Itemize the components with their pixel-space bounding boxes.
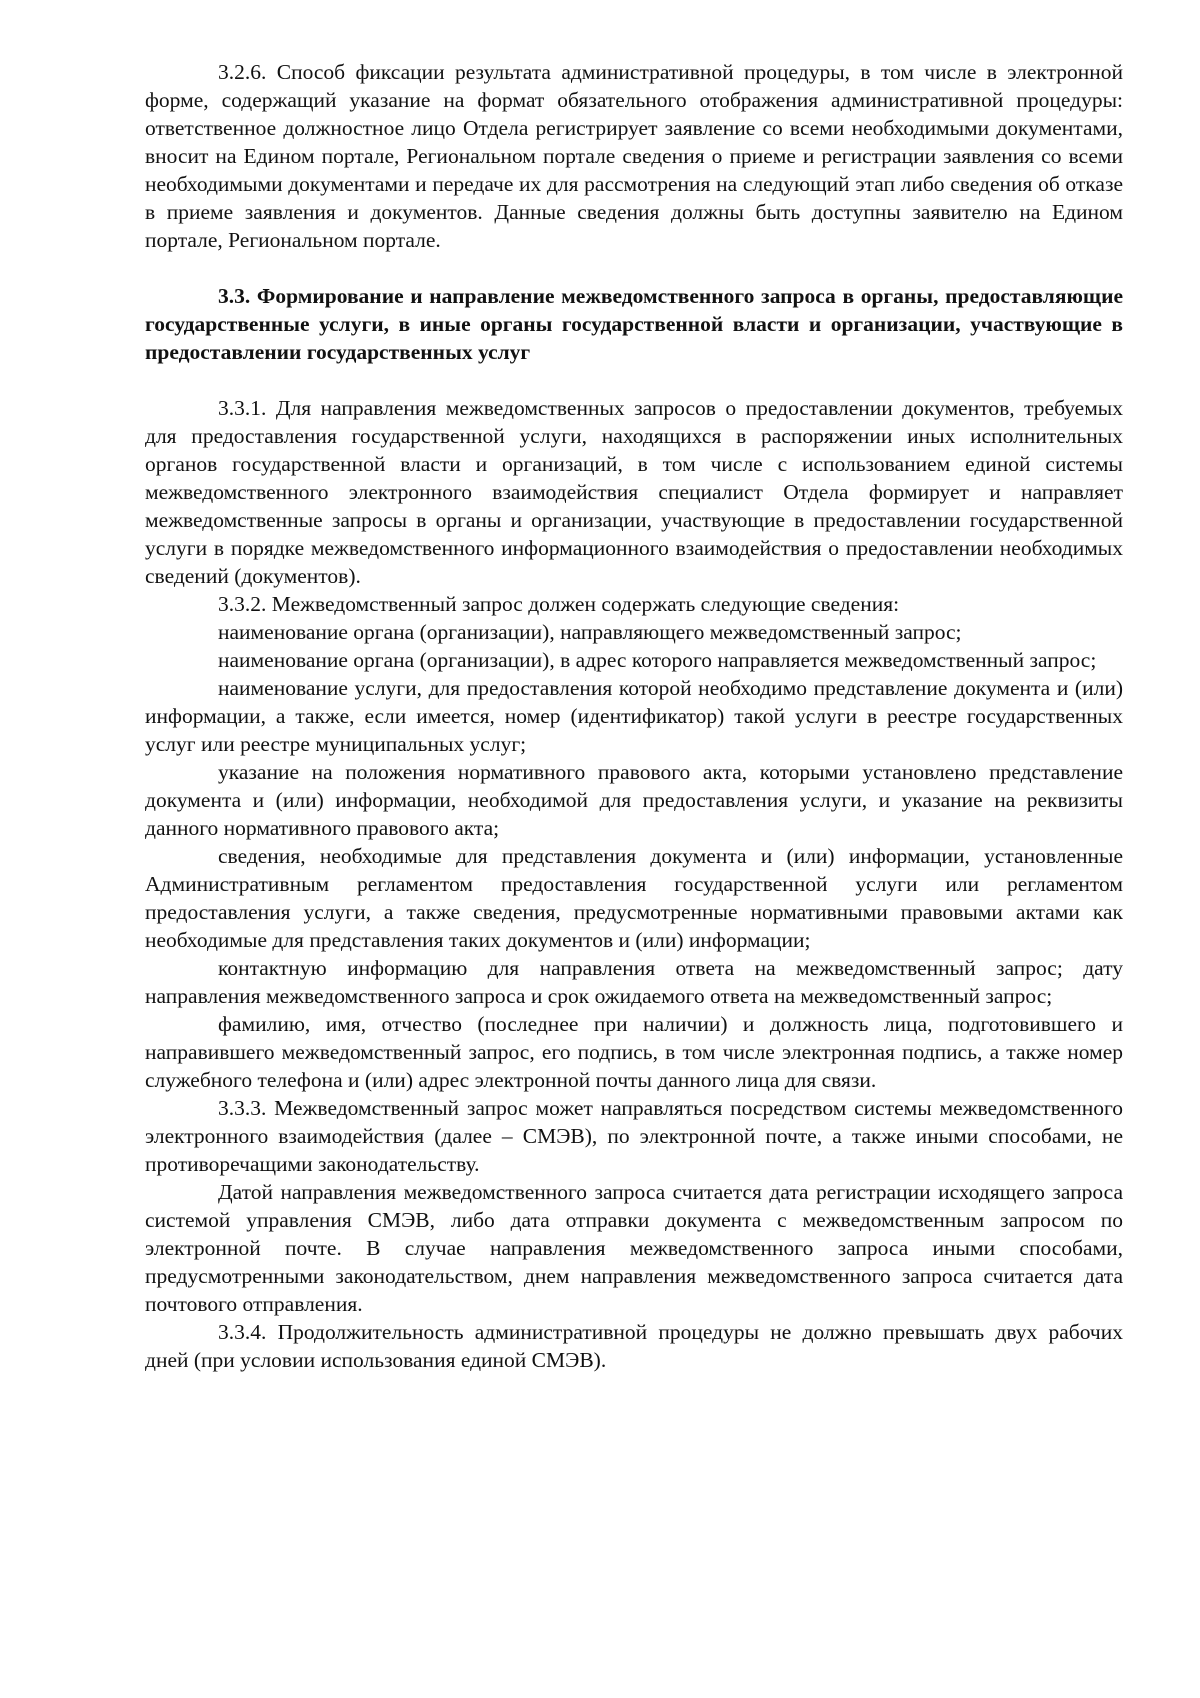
paragraph-3-2-6: 3.2.6. Способ фиксации результата административной процедуры, в том числе в электронной форме, содержащий указание на формат обязательного отображения административной процедуры: ответственное должностное лицо Отдела регистрирует заявление со всеми необходимыми документами, вносит на Едином портале, Региональном портале сведения о приеме и регистрации заявления со всеми необходимыми документами и передаче их для рассмотрения на следующий этап либо сведения об отказе в приеме заявления и документов. Данные сведения должны быть доступны заявителю на Едином портале, Региональном портале. — [145, 60, 1123, 252]
list-item-required-info: сведения, необходимые для представления документа и (или) информации, установленные Административным регламентом предоставления государственной услуги или регламентом предоставления услуги, а также сведения, предусмотренные нормативными правовыми актами как необходимые для представления таких документов и (или) информации; — [145, 844, 1123, 952]
paragraph-3-3-2: 3.3.2. Межведомственный запрос должен содержать следующие сведения: — [218, 592, 900, 616]
document-page — [145, 58, 1123, 1374]
paragraph-3-3-4: 3.3.4. Продолжительность административной процедуры не должно превышать двух рабочих дней (при условии использования единой СМЭВ). — [145, 1320, 1123, 1372]
list-item-requesting-body: наименование органа (организации), направляющего межведомственный запрос; — [218, 620, 962, 644]
list-item-legal-act: указание на положения нормативного правового акта, которыми установлено представление документа и (или) информации, необходимой для предоставления услуги, и указание на реквизиты данного нормативного правового акта; — [145, 760, 1123, 840]
section-heading-3-3: 3.3. Формирование и направление межведомственного запроса в органы, предоставляющие государственные услуги, в иные органы государственной власти и организации, участвующие в предоставлении государственных услуг — [145, 284, 1123, 364]
paragraph-3-3-3: 3.3.3. Межведомственный запрос может направляться посредством системы межведомственного электронного взаимодействия (далее – СМЭВ), по электронной почте, а также иными способами, не противоречащими законодательству. — [145, 1096, 1123, 1176]
paragraph-3-3-1: 3.3.1. Для направления межведомственных запросов о предоставлении документов, требуемых для предоставления государственной услуги, находящихся в распоряжении иных исполнительных органов государственной власти и организаций, в том числе с использованием единой системы межведомственного электронного взаимодействия специалист Отдела формирует и направляет межведомственные запросы в органы и организации, участвующие в предоставлении государственной услуги в порядке межведомственного информационного взаимодействия о предоставлении необходимых сведений (документов). — [145, 396, 1123, 588]
list-item-contact-info: контактную информацию для направления ответа на межведомственный запрос; дату направления межведомственного запроса и срок ожидаемого ответа на межведомственный запрос; — [145, 956, 1123, 1008]
list-item-addressee-body: наименование органа (организации), в адрес которого направляется межведомственный запрос; — [218, 648, 1097, 672]
list-item-responsible-person: фамилию, имя, отчество (последнее при наличии) и должность лица, подготовившего и направившего межведомственный запрос, его подпись, в том числе электронная подпись, а также номер служебного телефона и (или) адрес электронной почты данного лица для связи. — [145, 1012, 1123, 1092]
paragraph-request-date: Датой направления межведомственного запроса считается дата регистрации исходящего запроса системой управления СМЭВ, либо дата отправки документа с межведомственным запросом по электронной почте. В случае направления межведомственного запроса иными способами, предусмотренными законодательством, днем направления межведомственного запроса считается дата почтового отправления. — [145, 1180, 1123, 1316]
list-item-service-name: наименование услуги, для предоставления которой необходимо представление документа и (или) информации, а также, если имеется, номер (идентификатор) такой услуги в реестре государственных услуг или реестре муниципальных услуг; — [145, 676, 1123, 756]
